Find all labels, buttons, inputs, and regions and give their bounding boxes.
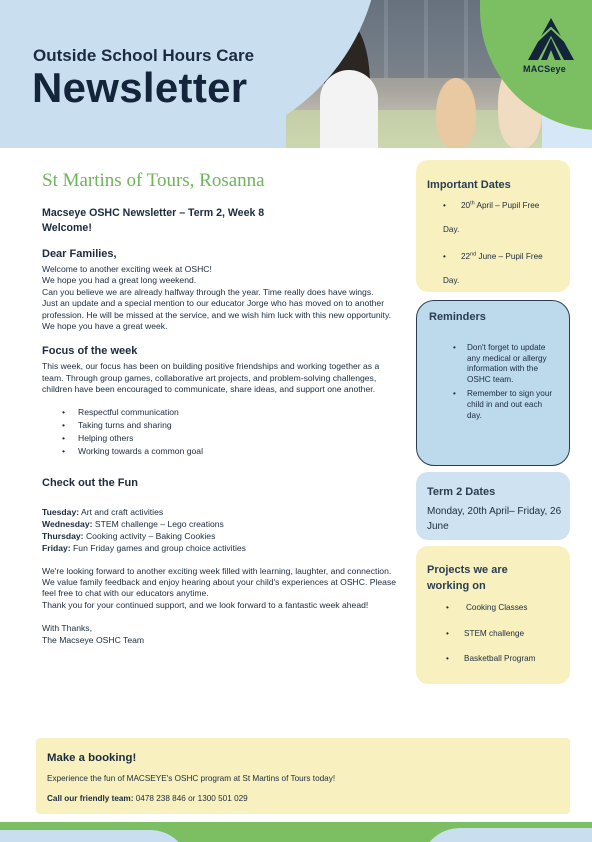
list-item: • Respectful communication	[62, 406, 402, 419]
footer-blue-shape	[0, 830, 190, 842]
bullet: •	[446, 603, 449, 612]
schedule-row: Tuesday: Art and craft activities	[42, 506, 164, 517]
intro-line: We hope you have a great week.	[42, 321, 168, 332]
term-dates-text: Monday, 20th April– Friday, 26 June	[427, 506, 562, 532]
term-dates-title: Term 2 Dates	[427, 486, 496, 498]
date-item: • 20th April – Pupil Free	[443, 200, 540, 210]
closing-text	[42, 566, 402, 612]
list-item: • Remember to sign your child in and out each day.	[453, 389, 559, 421]
fun-schedule	[42, 506, 402, 554]
main-column	[42, 170, 402, 646]
projects-title: Projects we are working on	[427, 564, 508, 592]
booking-text: Experience the fun of MACSEYE's OSHC program at St Martins of Tours today!	[47, 774, 336, 783]
intro-line: Can you believe we are already halfway through the year. Time really does have wings.	[42, 286, 374, 297]
term-dates-box	[416, 472, 570, 540]
date-item: • 22nd June – Pupil Free	[443, 251, 543, 261]
schedule-row: Wednesday: STEM challenge – Lego creations	[42, 518, 224, 529]
booking-box	[36, 738, 570, 814]
page-title: Newsletter	[32, 64, 248, 111]
families-heading: Dear Families,	[42, 248, 117, 260]
newsletter-line: Macseye OSHC Newsletter – Term 2, Week 8	[42, 207, 265, 219]
welcome-heading: Welcome!	[42, 222, 92, 234]
date-item-continued: Day.	[443, 225, 460, 234]
schedule-row: Thursday: Cooking activity – Baking Cookies	[42, 530, 216, 541]
bullet: •	[446, 629, 449, 638]
sign-off	[42, 623, 402, 646]
reminders-list	[453, 343, 559, 421]
date-item-continued: Day.	[443, 276, 460, 285]
list-item: • Helping others	[62, 432, 402, 445]
footer-band	[0, 822, 592, 842]
photo-educator-shirt	[320, 70, 378, 148]
list-item: • STEM challenge	[446, 629, 525, 638]
list-item: • Don't forget to update any medical or allergy information with the OSHC team.	[453, 343, 559, 385]
schedule-row: Friday: Fun Friday games and group choice activities	[42, 542, 246, 553]
important-dates-box	[416, 160, 570, 292]
booking-contact: Call our friendly team: 0478 238 846 or 1300 501 029	[47, 794, 248, 803]
fun-heading: Check out the Fun	[42, 476, 138, 489]
focus-text: This week, our focus has been on building positive friendships and working together as a team. Through group games, collaborative art projects, and problem-solving challenges, children have been encouraged to communicate, share ideas, and support one another.	[42, 361, 380, 395]
bullet: •	[446, 654, 449, 663]
list-item: • Cooking Classes	[446, 603, 528, 612]
intro-line: Just an update and a special mention to our educator Jorge who has moved on to another profession. He will be missed at the service, and we wish him luck with this new opportunity.	[42, 298, 391, 320]
phone-numbers[interactable]: 0478 238 846 or 1300 501 029	[133, 794, 248, 803]
booking-title: Make a booking!	[47, 752, 137, 764]
focus-bullet-list	[62, 406, 402, 458]
list-item: • Taking turns and sharing	[62, 419, 402, 432]
intro-line: We hope you had a great long weekend.	[42, 275, 197, 286]
bullet: •	[443, 201, 446, 210]
sign-off-line: With Thanks,	[42, 623, 92, 634]
important-dates-title: Important Dates	[427, 179, 511, 191]
intro-text	[42, 264, 402, 332]
projects-box	[416, 546, 570, 684]
footer-blue-shape-right	[420, 828, 592, 842]
logo-wordmark: MACSeye	[523, 64, 566, 74]
header-subtitle: Outside School Hours Care	[33, 46, 255, 65]
list-item: • Basketball Program	[446, 654, 536, 663]
list-item: • Working towards a common goal	[62, 445, 402, 458]
school-name: St Martins of Tours, Rosanna	[42, 170, 265, 191]
photo-child-arm	[436, 78, 476, 148]
bullet: •	[443, 252, 446, 261]
signature: The Macseye OSHC Team	[42, 634, 145, 645]
intro-line: Welcome to another exciting week at OSHC!	[42, 264, 212, 274]
focus-heading: Focus of the week	[42, 345, 138, 358]
closing-line: Thank you for your continued support, and we look forward to a fantastic week ahead!	[42, 599, 369, 610]
reminders-title: Reminders	[429, 311, 486, 323]
reminders-box	[416, 300, 570, 466]
closing-line: We're looking forward to another exciting week filled with learning, laughter, and connection. We value family feedback and enjoy hearing about your child's experiences at OSHC. Please feel free to chat with our educators anytime.	[42, 565, 397, 599]
header-banner	[0, 0, 592, 148]
